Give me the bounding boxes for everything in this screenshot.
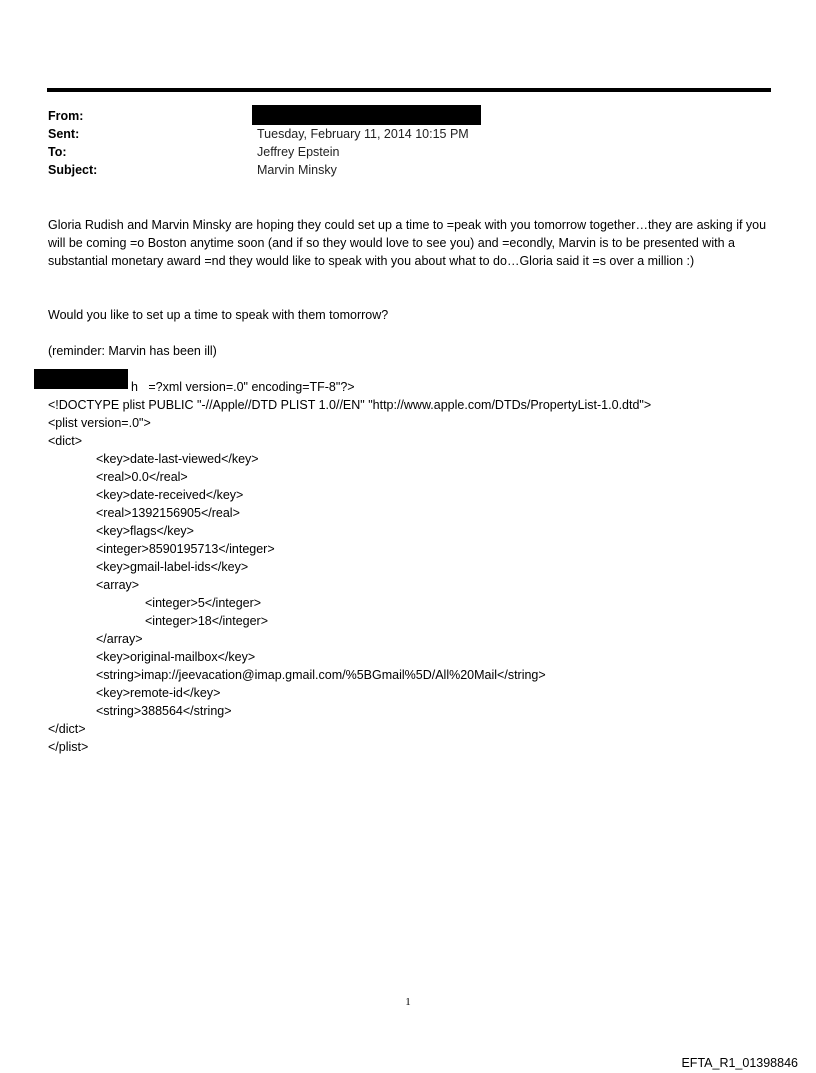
plist-line: h =?xml version=.0" encoding=TF-8"?> <box>131 380 355 394</box>
plist-line: <key>flags</key> <box>96 524 194 538</box>
plist-line: <integer>5</integer> <box>145 596 262 610</box>
subject-label: Subject: <box>48 163 98 177</box>
plist-line: <key>remote-id</key> <box>96 686 221 700</box>
to-value: Jeffrey Epstein <box>257 145 340 159</box>
sent-label: Sent: <box>48 127 80 141</box>
from-label: From: <box>48 109 84 123</box>
plist-line: <plist version=.0"> <box>48 416 151 430</box>
redaction-from <box>252 105 481 125</box>
subject-value: Marvin Minsky <box>257 163 337 177</box>
sent-value: Tuesday, February 11, 2014 10:15 PM <box>257 127 469 141</box>
plist-line: <!DOCTYPE plist PUBLIC "-//Apple//DTD PLIST 1.0//EN" "http://www.apple.com/DTDs/PropertyList-1.0.dtd"> <box>48 398 652 412</box>
plist-line: <real>0.0</real> <box>96 470 188 484</box>
body-paragraph-1: Gloria Rudish and Marvin Minsky are hoping they could set up a time to =peak with you tomorrow together…they are asking if you will be coming =o Boston anytime soon (and if so they would love to see you) and =econdly, Marvin is to be presented with a substantial monetary award =nd they would like to speak with you about what to do…Gloria said it =s over a million :) <box>48 218 767 268</box>
body-paragraph-2: Would you like to set up a time to speak with them tomorrow? <box>48 308 389 322</box>
plist-line: <string>imap://jeevacation@imap.gmail.com/%5BGmail%5D/All%20Mail</string> <box>96 668 546 682</box>
to-label: To: <box>48 145 67 159</box>
plist-line: </array> <box>96 632 143 646</box>
page-number: 1 <box>405 996 411 1008</box>
body-paragraph-3: (reminder: Marvin has been ill) <box>48 344 217 358</box>
plist-line: </plist> <box>48 740 89 754</box>
plist-line: </dict> <box>48 722 86 736</box>
plist-line: <integer>18</integer> <box>145 614 269 628</box>
plist-line: <key>gmail-label-ids</key> <box>96 560 249 574</box>
plist-line: <key>date-received</key> <box>96 488 244 502</box>
plist-line: <key>original-mailbox</key> <box>96 650 256 664</box>
redaction-plist <box>34 369 128 389</box>
header-rule <box>47 88 771 92</box>
plist-line: <array> <box>96 578 140 592</box>
document-id: EFTA_R1_01398846 <box>681 1056 798 1070</box>
plist-line: <string>388564</string> <box>96 704 232 718</box>
plist-line: <key>date-last-viewed</key> <box>96 452 259 466</box>
plist-line: <dict> <box>48 434 83 448</box>
plist-line: <integer>8590195713</integer> <box>96 542 275 556</box>
plist-line: <real>1392156905</real> <box>96 506 240 520</box>
